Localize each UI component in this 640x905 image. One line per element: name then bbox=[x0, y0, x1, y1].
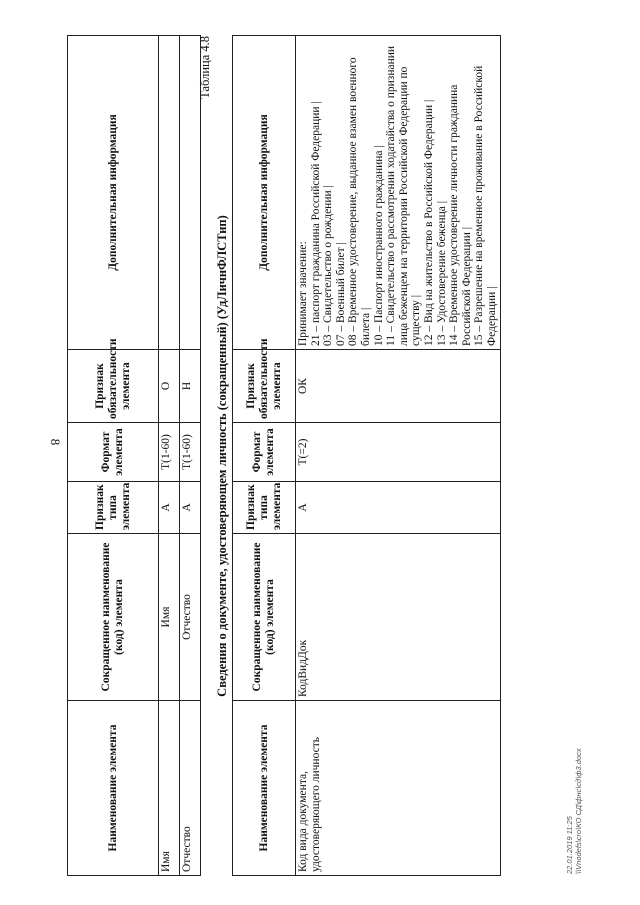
col-info-header: Дополнительная информация bbox=[233, 36, 296, 350]
cell-format: T(1-60) bbox=[180, 423, 201, 482]
col-name-header: Наименование элемента bbox=[233, 701, 296, 876]
table-4-8 bbox=[232, 35, 501, 876]
table-row bbox=[180, 36, 201, 876]
cell-type: А bbox=[180, 482, 201, 534]
info-line: 21 – паспорт гражданина Российской Федерации | bbox=[309, 101, 322, 346]
cell-info bbox=[159, 36, 180, 350]
table-row bbox=[159, 36, 180, 876]
info-line: Принимает значение: bbox=[297, 241, 309, 346]
table-caption: Сведения о документе, удостоверяющем личность (сокращенный) (УдЛичнФЛСТип) bbox=[215, 215, 229, 697]
info-line: 13 – Удостоверение беженца | bbox=[435, 200, 448, 346]
cell-name: Отчество bbox=[180, 701, 201, 876]
stamp-path: \\Vnodefs\cro\КО СД\фнс\сд\ф3.docx bbox=[574, 748, 583, 874]
col-type-header: Признак типа элемента bbox=[68, 482, 159, 534]
cell-type: А bbox=[159, 482, 180, 534]
cell-info bbox=[296, 36, 501, 350]
cell-required: О bbox=[159, 350, 180, 423]
info-line: 14 – Временное удостоверение личности гражданина Российской Федерации | bbox=[448, 84, 473, 346]
cell-short: КодВидДок bbox=[296, 534, 501, 701]
col-short-header: Сокращенное наименование (код) элемента bbox=[68, 534, 159, 701]
rotated-page-content bbox=[67, 36, 583, 876]
cell-short: Отчество bbox=[180, 534, 201, 701]
col-info-header: Дополнительная информация bbox=[68, 36, 159, 350]
col-format-header: Формат элемента bbox=[68, 423, 159, 482]
info-line: 07 – Военный билет | bbox=[334, 242, 347, 346]
col-format-header: Формат элемента bbox=[233, 423, 296, 482]
table-continuation bbox=[67, 35, 201, 876]
col-type-header: Признак типа элемента bbox=[233, 482, 296, 534]
col-required-header: Признак обязательности элемента bbox=[68, 350, 159, 423]
info-line: 11 – Свидетельство о рассмотрении ходатайства о признании лица беженцем на территории Российской Федерации по существу | bbox=[385, 45, 423, 346]
cell-required: Н bbox=[180, 350, 201, 423]
col-short-header: Сокращенное наименование (код) элемента bbox=[233, 534, 296, 701]
info-line: 15 – Разрешение на временное проживание в Российской Федерации | bbox=[473, 65, 498, 346]
table-number: Таблица 4.8 bbox=[198, 36, 212, 99]
cell-format: T(=2) bbox=[296, 423, 501, 482]
cell-short: Имя bbox=[159, 534, 180, 701]
info-line: 10 – Паспорт иностранного гражданина | bbox=[372, 145, 385, 346]
table-row bbox=[296, 36, 501, 876]
col-required-header: Признак обязательности элемента bbox=[233, 350, 296, 423]
info-line: 03 – Свидетельство о рождении | bbox=[322, 185, 335, 346]
cell-name: Имя bbox=[159, 701, 180, 876]
table-header-row bbox=[233, 36, 296, 876]
cell-name: Код вида документа, удостоверяющего личность bbox=[296, 701, 501, 876]
page-number: 8 bbox=[48, 438, 63, 446]
file-stamp bbox=[565, 748, 583, 874]
stamp-date: 22.01.2019 11:25 bbox=[565, 816, 574, 874]
info-line: 08 – Временное удостоверение, выданное взамен военного билета | bbox=[347, 57, 372, 346]
info-line: 12 – Вид на жительство в Российской Федерации | bbox=[422, 99, 435, 346]
cell-required: ОК bbox=[296, 350, 501, 423]
table-header-row bbox=[68, 36, 159, 876]
cell-format: T(1-60) bbox=[159, 423, 180, 482]
cell-type: А bbox=[296, 482, 501, 534]
col-name-header: Наименование элемента bbox=[68, 701, 159, 876]
